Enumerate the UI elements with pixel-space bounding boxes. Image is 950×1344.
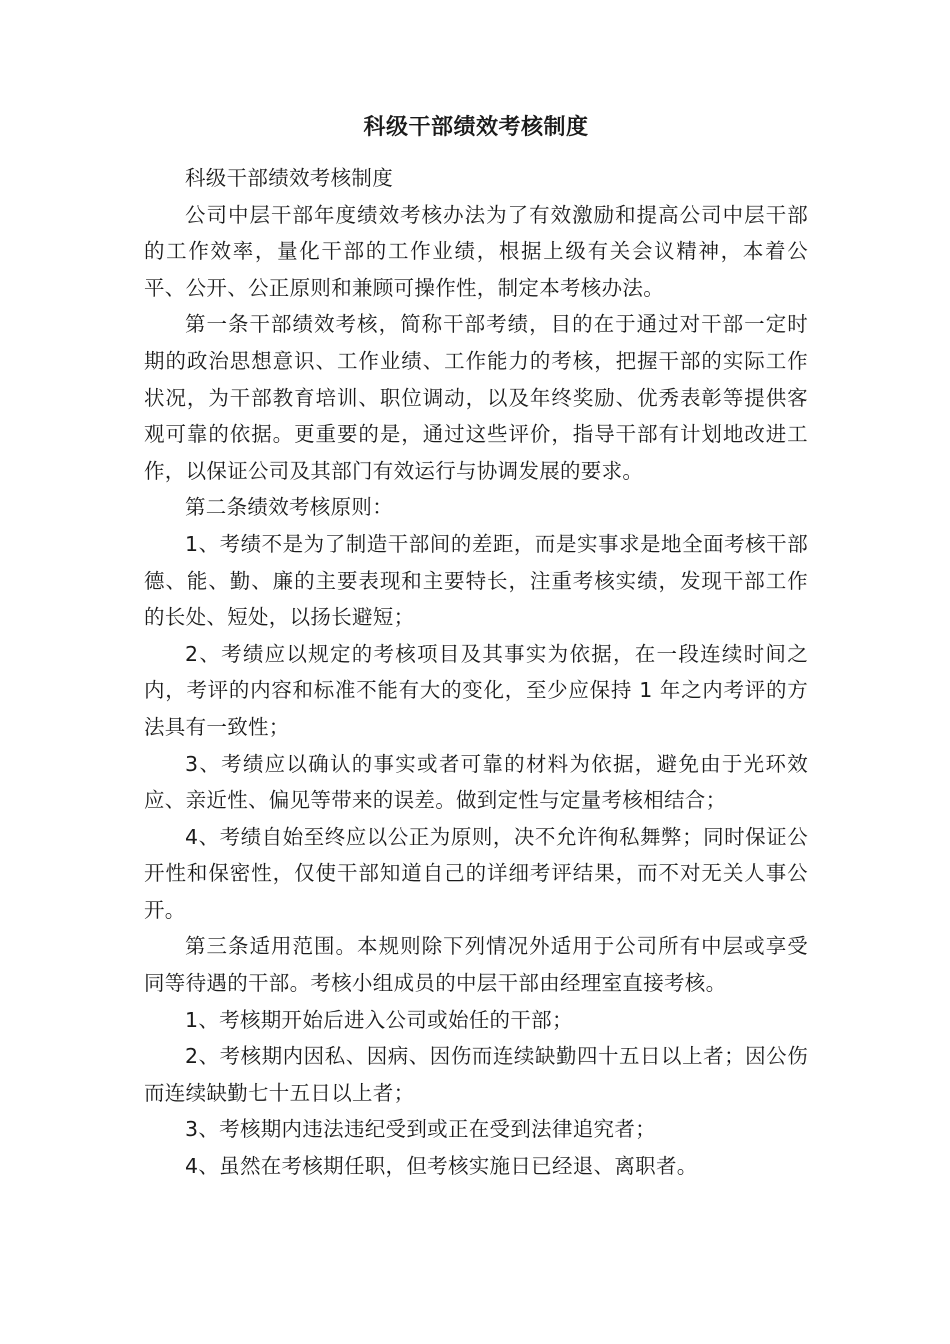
- paragraph-exception-2: 2、考核期内因私、因病、因伤而连续缺勤四十五日以上者；因公伤而连续缺勤七十五日以上者；: [144, 1044, 808, 1105]
- paragraph-exception-3: 3、考核期内违法违纪受到或正在受到法律追究者；: [185, 1117, 656, 1142]
- paragraph-exception-1: 1、考核期开始后进入公司或始任的干部；: [185, 1007, 573, 1032]
- paragraph-principle-1: 1、考绩不是为了制造干部间的差距，而是实事求是地全面考核干部德、能、勤、廉的主要表现和主要特长，注重考核实绩，发现干部工作的长处、短处，以扬长避短；: [144, 531, 808, 630]
- paragraph-article-2-heading: 第二条绩效考核原则：: [185, 495, 393, 520]
- document-body: [144, 160, 808, 1185]
- paragraph-subtitle: 科级干部绩效考核制度: [185, 166, 393, 190]
- paragraph-intro: 公司中层干部年度绩效考核办法为了有效激励和提高公司中层干部的工作效率，量化干部的工作业绩，根据上级有关会议精神，本着公平、公开、公正原则和兼顾可操作性，制定本考核办法。: [144, 202, 808, 300]
- paragraph-principle-4: 4、考绩自始至终应以公正为原则，决不允许徇私舞弊；同时保证公开性和保密性，仅使干部知道自己的详细考评结果，而不对无关人事公开。: [144, 824, 808, 922]
- paragraph-article-1: 第一条干部绩效考核，简称干部考绩，目的在于通过对干部一定时期的政治思想意识、工作业绩、工作能力的考核，把握干部的实际工作状况，为干部教育培训、职位调动，以及年终奖励、优秀表彰等提供客观可靠的依据。更重要的是，通过这些评价，指导干部有计划地改进工作，以保证公司及其部门有效运行与协调发展的要求。: [144, 312, 808, 483]
- paragraph-principle-3: 3、考绩应以确认的事实或者可靠的材料为依据，避免由于光环效应、亲近性、偏见等带来的误差。做到定性与定量考核相结合；: [144, 751, 808, 813]
- paragraph-principle-2: 2、考绩应以规定的考核项目及其事实为依据，在一段连续时间之内，考评的内容和标准不能有大的变化，至少应保持 1 年之内考评的方法具有一致性；: [144, 641, 808, 739]
- document-title: 科级干部绩效考核制度: [363, 115, 589, 140]
- paragraph-article-3: 第三条适用范围。本规则除下列情况外适用于公司所有中层或享受同等待遇的干部。考核小组成员的中层干部由经理室直接考核。: [144, 934, 808, 996]
- paragraph-exception-4: 4、虽然在考核期任职，但考核实施日已经退、离职者。: [185, 1154, 698, 1179]
